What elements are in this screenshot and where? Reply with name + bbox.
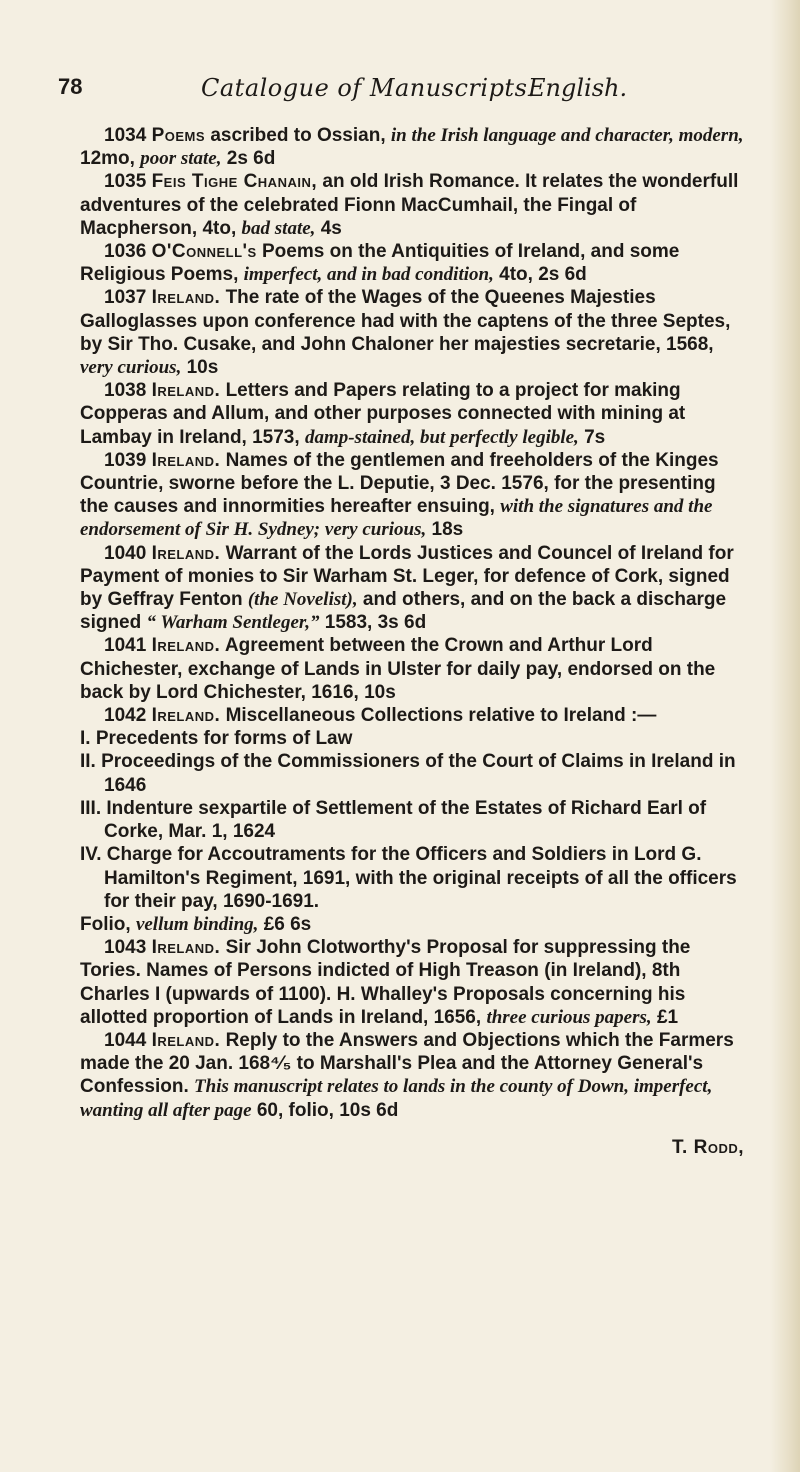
entry-text: Agreement between the Crown and Arthur Lord Chichester, exchange of Lands in Ulster for daily pay, endorsed on the back by Lord Chichester, 1616, [80, 635, 716, 703]
entry-1039 [80, 449, 744, 542]
entry-text: Reply to the Answers and Objections which the Farmers made the 20 Jan. 168⁴⁄₅ to Marshall's Plea and the Attorney General's Confession. [80, 1029, 734, 1098]
entry-text: Poems on the Antiquities of Ireland, and some Religious Poems, [80, 241, 680, 286]
entry-text: Names of the gentlemen and freeholders of the Kinges Countrie, sworne before the L. Deputie, 3 Dec. 1576, for the presenting the causes and innormities hereafter ensuing, [80, 449, 719, 518]
entry-label: Ireland. [151, 380, 221, 402]
entry-condition: poor state, [140, 148, 222, 170]
list-item: I. Precedents for forms of Law [80, 728, 353, 750]
entry-label: Poems [151, 125, 206, 146]
entry-description: in the Irish language and character, modern, [390, 125, 744, 146]
entry-format: 60, folio, [256, 1099, 334, 1121]
running-title: Catalogue of Manuscripts. [201, 74, 536, 102]
entry-price: 2s 6d [538, 264, 587, 286]
entry-signature: “ Warham Sentleger,” [146, 612, 320, 634]
entry-number: 1037 [104, 287, 147, 309]
entry-number: 1040 [104, 542, 147, 564]
entry-1044 [80, 1029, 744, 1122]
entry-text: Sir John Clotworthy's Proposal for suppressing the Tories. Names of Persons indicted of High Treason (in Ireland), 8th Charles I (upwards of 1100). H. Whalley's Proposals concerning his allotted proportion of Lands in Ireland, 1656, [80, 937, 691, 1028]
entry-price: 1583, 3s 6d [324, 612, 427, 634]
entry-1042-items [80, 727, 744, 913]
page-number: 78 [58, 74, 83, 99]
entry-price: 10s 6d [339, 1099, 399, 1121]
entry-price: 7s [584, 426, 606, 448]
entry-price: 10s [364, 681, 396, 703]
running-section: English. [528, 74, 628, 102]
entry-price: 18s [431, 519, 464, 541]
entry-label: Ireland. [151, 705, 221, 727]
entry-1040 [80, 542, 744, 635]
entry-text: ascribed to Ossian, [210, 125, 386, 146]
entry-text: Warrant of the Lords Justices and Councel of Ireland for Payment of monies to Sir Warham St. Leger, for defence of Cork, signed by Geffray Fenton [80, 542, 734, 611]
list-item: III. Indenture sexpartile of Settlement of the Estates of Richard Earl of Corke, Mar. 1, 1624 [80, 797, 707, 843]
entry-1036 [80, 240, 744, 286]
entry-number: 1041 [104, 635, 147, 657]
entry-number: 1044 [104, 1029, 147, 1051]
entry-condition: very curious, [80, 357, 182, 379]
entry-condition: vellum binding, [135, 913, 259, 935]
entry-label: Ireland. [151, 449, 221, 471]
entry-number: 1039 [104, 449, 147, 471]
entry-condition: damp-stained, but perfectly legible, [304, 426, 579, 448]
entry-label: Ireland. [151, 1029, 221, 1051]
entry-text: The rate of the Wages of the Queenes Majesties Galloglasses upon conference had with the captens of the three Septes, by Sir Tho. Cusake, and John Chaloner her majesties secretarie, 1568, [80, 287, 731, 355]
entry-number: 1038 [104, 380, 147, 402]
entry-note: (the Novelist), [247, 589, 358, 611]
running-header [58, 74, 658, 114]
entry-1035 [80, 170, 744, 240]
entry-label: O'Connell's [151, 241, 257, 263]
entry-label: Feis Tighe Chanain, [151, 171, 318, 193]
entry-1038 [80, 379, 744, 449]
entry-text: Letters and Papers relating to a project for making Copperas and Allum, and other purposes connected with mining at Lambay in Ireland, 1573, [80, 380, 686, 448]
catchword: T. Rodd, [672, 1136, 744, 1158]
page-edge-shadow [770, 0, 800, 1472]
entry-description: This manuscript relates to lands in the county of Down, imperfect, wanting all after page [80, 1076, 713, 1121]
list-item: II. Proceedings of the Commissioners of the Court of Claims in Ireland in 1646 [80, 751, 736, 796]
entry-price: 10s [186, 357, 219, 379]
entry-1042-tail [80, 913, 744, 936]
entry-condition: bad state, [241, 217, 316, 239]
entry-text: Miscellaneous Collections relative to Ireland :— [225, 705, 657, 727]
entry-label: Ireland. [151, 287, 221, 309]
entry-number: 1043 [104, 937, 147, 959]
entry-number: 1034 [104, 125, 147, 146]
entry-label: Ireland. [151, 937, 221, 959]
entry-price: 4s [320, 217, 342, 239]
catalogue-entries [80, 124, 744, 1159]
entry-1037 [80, 286, 744, 379]
entry-1043 [80, 936, 744, 1029]
entry-1042 [80, 704, 744, 727]
entry-number: 1035 [104, 171, 147, 193]
entry-format: 4to, [499, 264, 533, 286]
entry-condition: with the signatures and the endorsement of Sir H. Sydney; very curious, [80, 496, 713, 541]
entry-condition: imperfect, and in bad condition, [243, 264, 494, 286]
entry-number: 1042 [104, 705, 147, 727]
list-item: IV. Charge for Accoutraments for the Officers and Soldiers in Lord G. Hamilton's Regiment, 1691, with the original receipts of all the officers for their pay, 1690-1691. [80, 844, 737, 912]
entry-number: 1036 [104, 241, 147, 263]
entry-condition: three curious papers, [486, 1006, 652, 1028]
entry-format: Folio, [80, 913, 131, 935]
entry-1034 [80, 124, 744, 170]
entry-label: Ireland. [151, 635, 221, 657]
entry-format: 12mo, [80, 148, 135, 170]
entry-price: 2s 6d [226, 148, 276, 170]
entry-1041 [80, 634, 744, 704]
entry-price: £1 [656, 1006, 679, 1028]
entry-text: an old Irish Romance. It relates the wonderfull adventures of the celebrated Fionn MacCumhail, the Fingal of Macpherson, 4to, [80, 171, 739, 239]
entry-text-continued: and others, and on the back a discharge signed [80, 589, 727, 634]
entry-label: Ireland. [151, 542, 221, 564]
entry-price: £6 6s [263, 913, 312, 935]
